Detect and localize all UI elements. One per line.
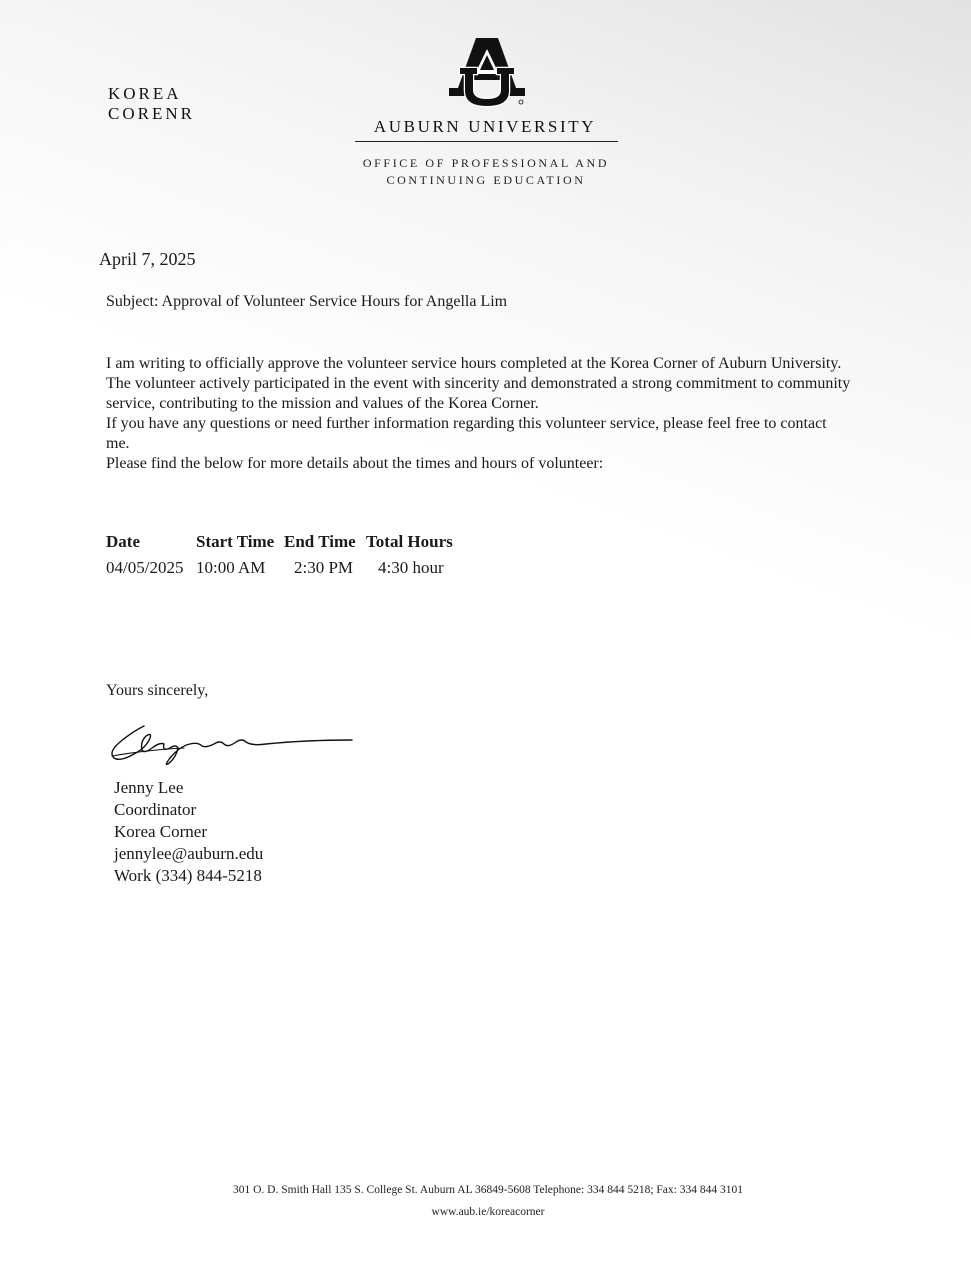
body-paragraph: If you have any questions or need further information regarding this volunteer service, please feel free to contact me. (106, 415, 827, 452)
body-paragraph: Please find the below for more details about the times and hours of volunteer: (106, 455, 604, 472)
closing-salutation: Yours sincerely, (106, 682, 209, 699)
cell-start-time: 10:00 AM (196, 558, 266, 577)
letter-body (106, 354, 851, 474)
table-row (106, 554, 466, 580)
table-header-row (106, 530, 466, 554)
cell-end-time: 2:30 PM (294, 558, 354, 577)
corner-line-1: KOREA (108, 84, 182, 103)
footer-address: 301 O. D. Smith Hall 135 S. College St. Auburn AL 36849-5608 Telephone: 334 844 5218; Fax: 334 844 3101 (233, 1184, 743, 1196)
signer-org: Korea Corner (114, 822, 207, 841)
volunteer-hours-table (106, 530, 466, 580)
office-line-2: CONTINUING EDUCATION (386, 173, 586, 187)
letter-date: April 7, 2025 (99, 249, 196, 269)
header-date: Date (106, 532, 140, 551)
cell-total-hours: 4:30 hour (378, 558, 444, 577)
office-name (330, 155, 642, 189)
letter-subject: Subject: Approval of Volunteer Service Hours for Angella Lim (106, 293, 508, 310)
body-paragraph: I am writing to officially approve the volunteer service hours completed at the Korea Corner of Auburn University. (106, 355, 842, 372)
header-end-time: End Time (284, 532, 356, 551)
signature-image (106, 718, 356, 770)
signer-phone: Work (334) 844-5218 (114, 866, 262, 885)
signer-title: Coordinator (114, 800, 197, 819)
auburn-au-logo-icon (446, 36, 528, 108)
university-name: AUBURN UNIVERSITY (373, 117, 597, 136)
body-paragraph: The volunteer actively participated in the event with sincerity and demonstrated a strong commitment to community service, contributing to the mission and values of the Korea Corner. (106, 375, 851, 412)
corner-line-2: CORENR (108, 104, 195, 123)
signer-email: jennylee@auburn.edu (114, 844, 264, 863)
header-start-time: Start Time (196, 532, 275, 551)
signature-block (114, 777, 263, 887)
office-line-1: OFFICE OF PROFESSIONAL AND (362, 156, 610, 170)
signer-name: Jenny Lee (114, 778, 184, 797)
footer-website: www.aub.ie/koreacorner (431, 1206, 545, 1218)
korea-corner-label (108, 84, 195, 124)
header-total-hours: Total Hours (366, 532, 453, 551)
university-divider (355, 141, 618, 142)
cell-date: 04/05/2025 (106, 558, 184, 577)
